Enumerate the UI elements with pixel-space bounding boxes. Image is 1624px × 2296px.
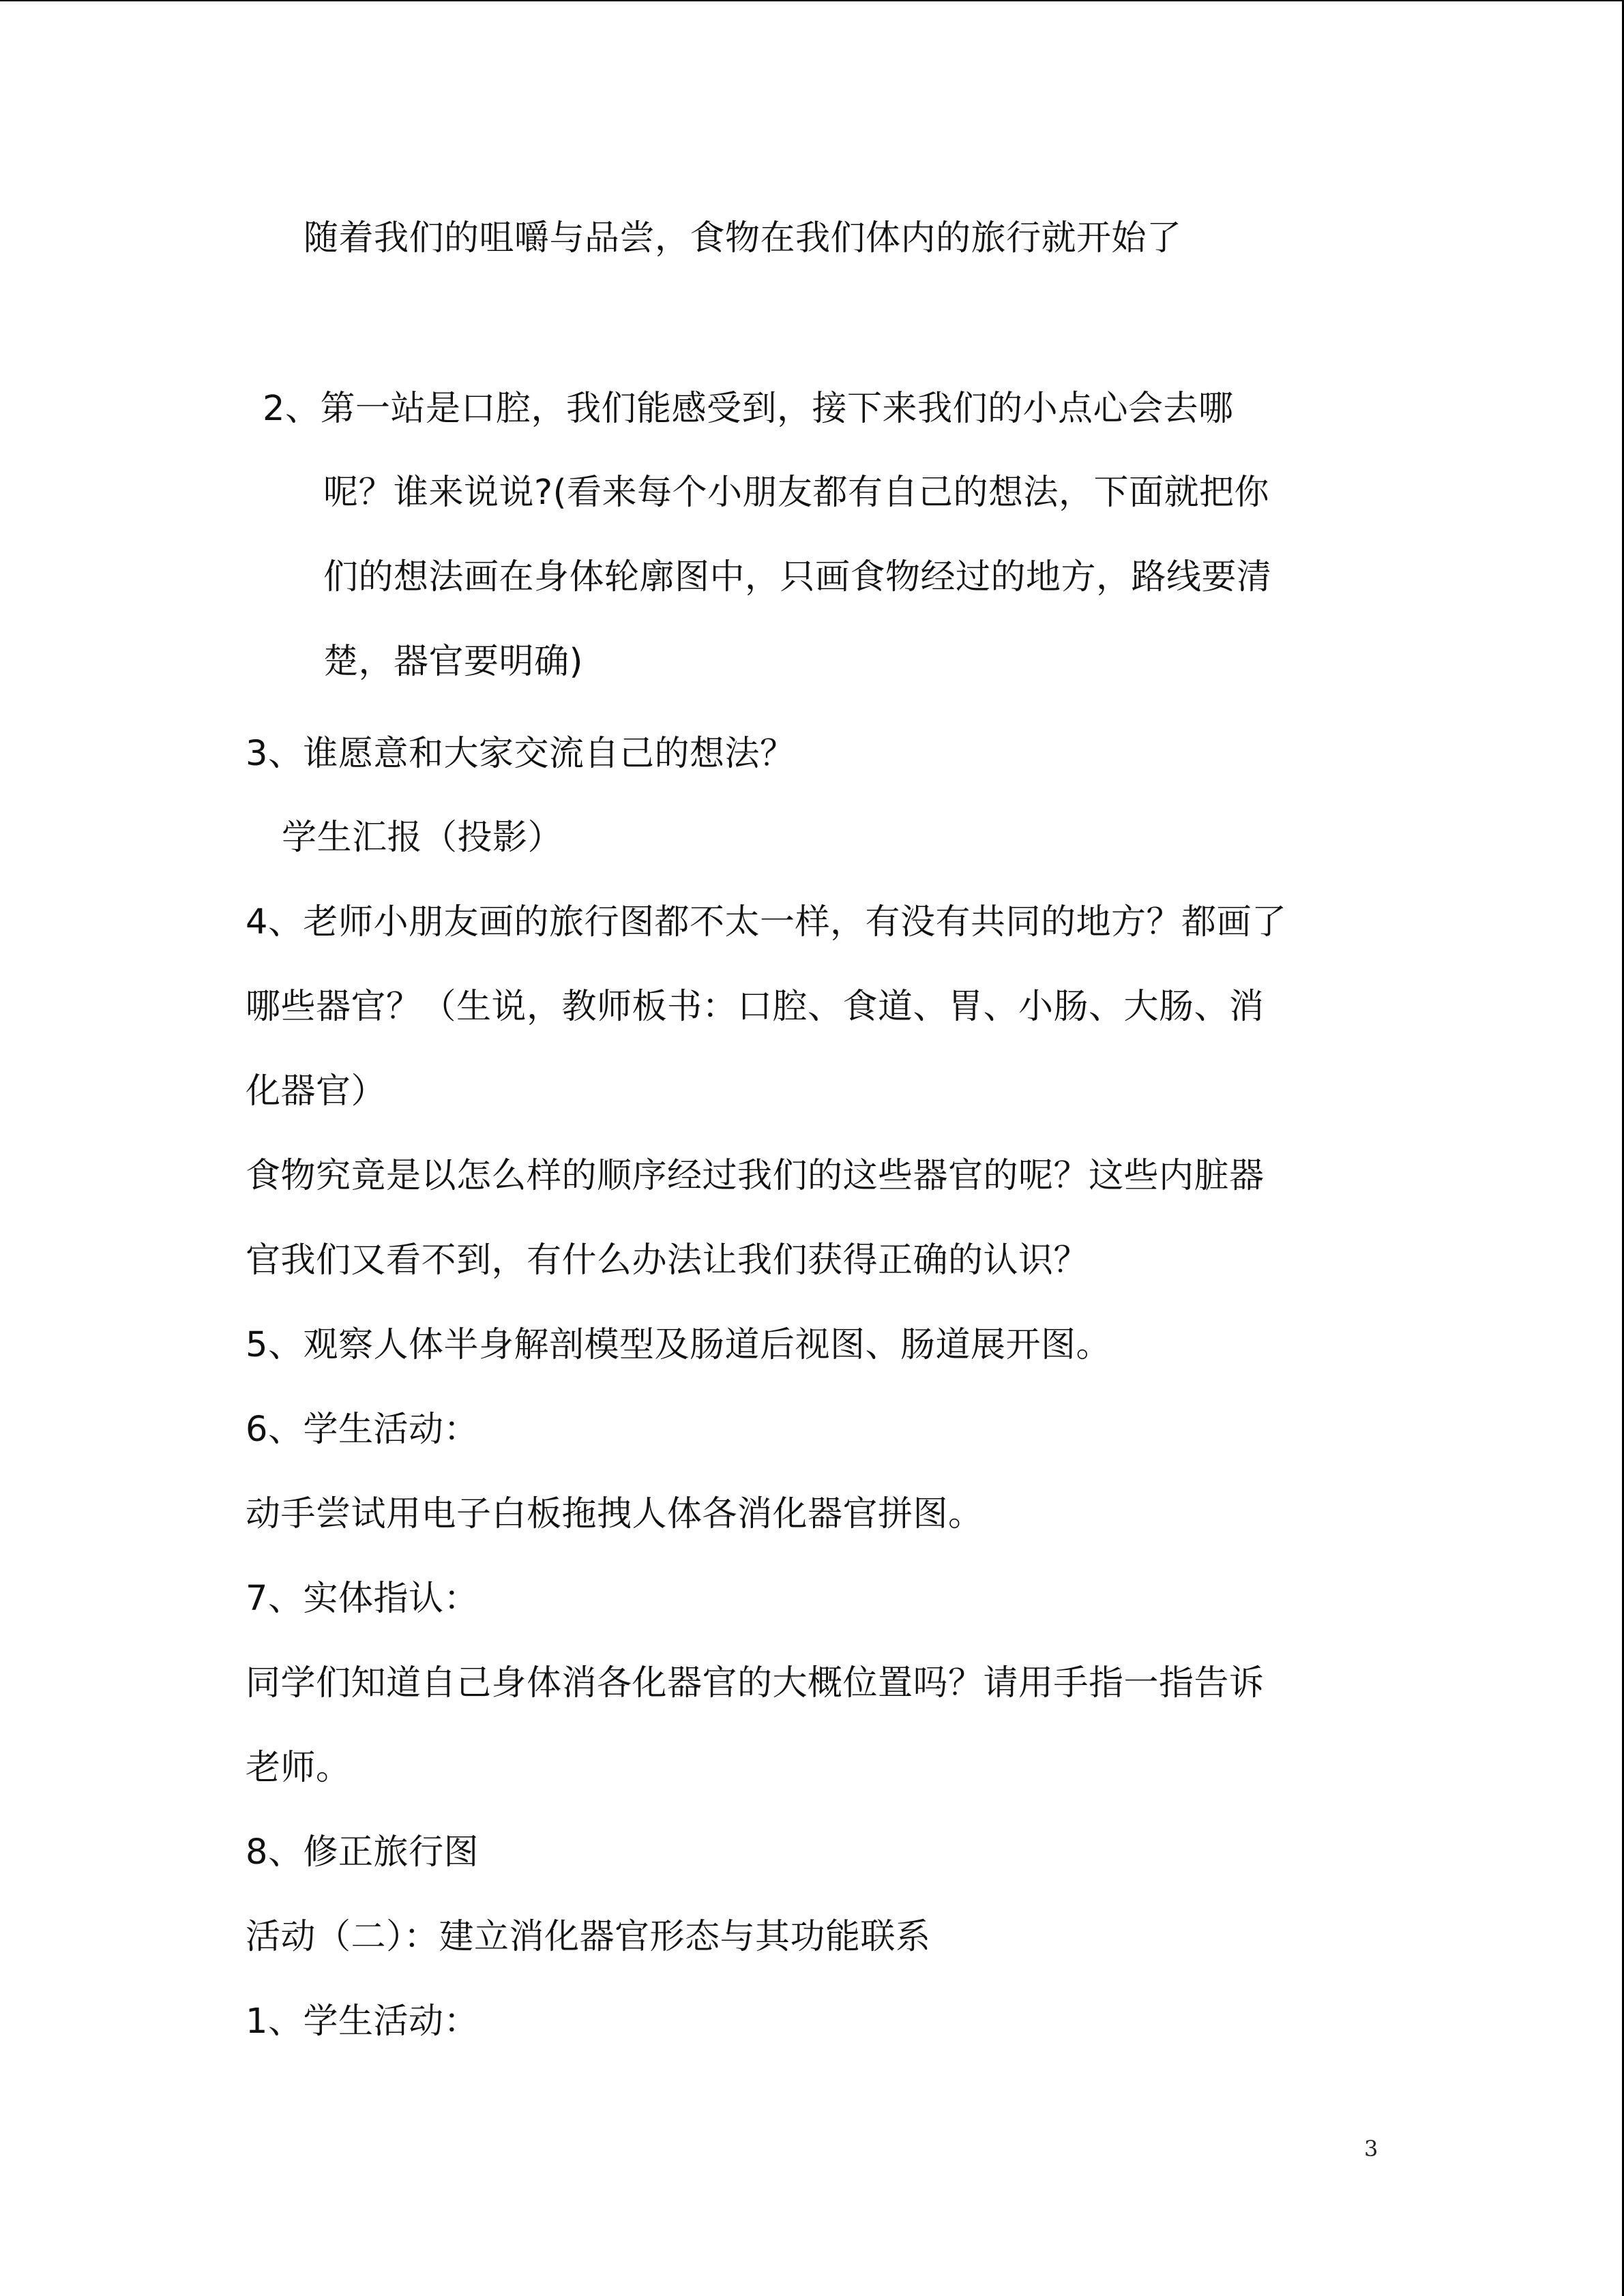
text-line: 哪些器官？（生说，教师板书：口腔、食道、胃、小肠、大肠、消 bbox=[246, 987, 1265, 1027]
text-line: 同学们知道自己身体消各化器官的大概位置吗？请用手指一指告诉 bbox=[246, 1663, 1265, 1703]
text-line: 学生汇报（投影） bbox=[282, 818, 563, 858]
text-line: 们的想法画在身体轮廓图中，只画食物经过的地方，路线要清 bbox=[323, 557, 1272, 597]
text-line: 动手尝试用电子白板拖拽人体各消化器官拼图。 bbox=[246, 1494, 984, 1534]
text-line: 8、修正旅行图 bbox=[246, 1832, 479, 1873]
text-line: 1、学生活动： bbox=[246, 2001, 479, 2042]
text-line: 7、实体指认： bbox=[246, 1579, 479, 1619]
text-line: 4、老师小朋友画的旅行图都不太一样，有没有共同的地方？都画了 bbox=[246, 902, 1287, 942]
text-line: 食物究竟是以怎么样的顺序经过我们的这些器官的呢？这些内脏器 bbox=[246, 1156, 1265, 1196]
text-line: 活动（二）：建立消化器官形态与其功能联系 bbox=[246, 1917, 931, 1957]
text-line: 呢？谁来说说?(看来每个小朋友都有自己的想法，下面就把你 bbox=[323, 473, 1269, 513]
text-line: 5、观察人体半身解剖模型及肠道后视图、肠道展开图。 bbox=[246, 1325, 1111, 1365]
page-number: 3 bbox=[1364, 2136, 1378, 2162]
text-line: 2、第一站是口腔，我们能感受到，接下来我们的小点心会去哪 bbox=[263, 389, 1234, 429]
text-line: 楚，器官要明确) bbox=[323, 642, 583, 682]
text-line: 官我们又看不到，有什么办法让我们获得正确的认识？ bbox=[246, 1240, 1089, 1281]
text-line: 老师。 bbox=[246, 1748, 351, 1788]
text-line: 3、谁愿意和大家交流自己的想法？ bbox=[246, 734, 795, 774]
text-line: 随着我们的咀嚼与品尝，食物在我们体内的旅行就开始了 bbox=[304, 218, 1182, 258]
text-line: 化器官） bbox=[246, 1071, 387, 1112]
text-line: 6、学生活动： bbox=[246, 1410, 479, 1450]
